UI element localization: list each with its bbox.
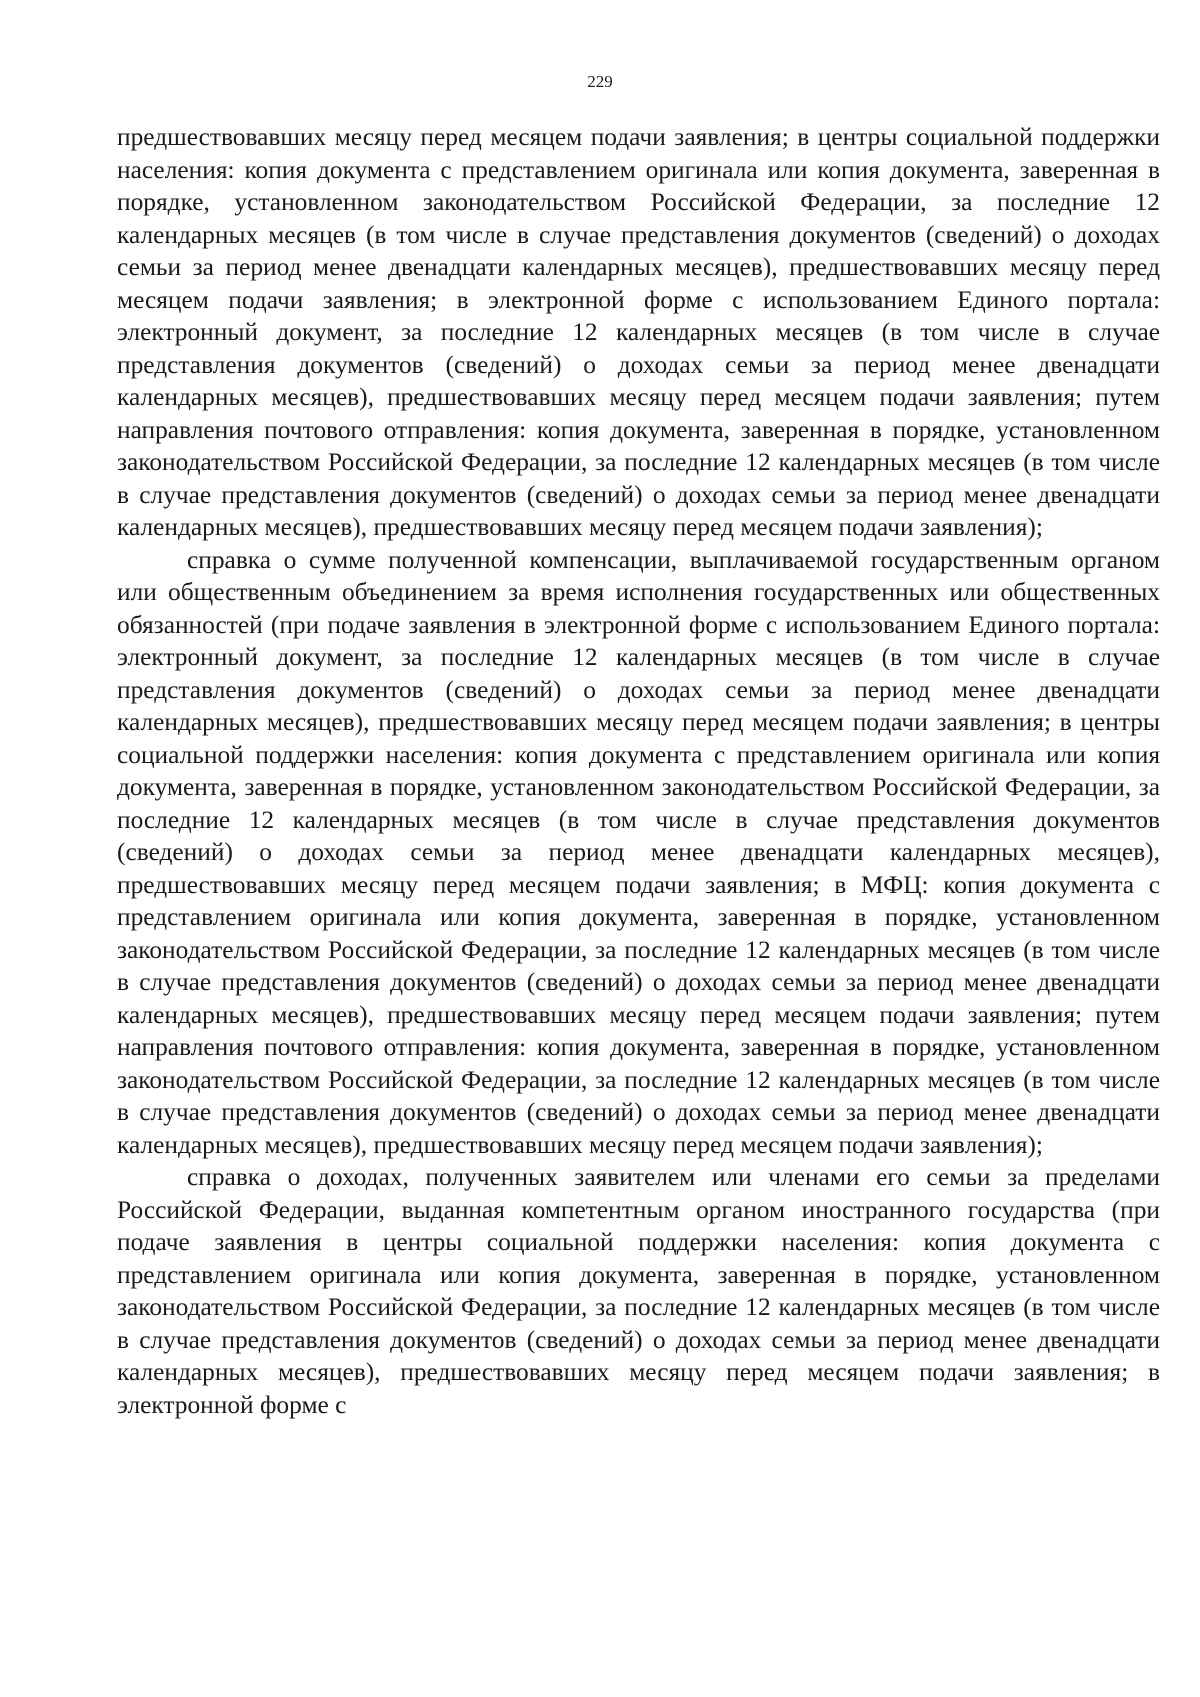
paragraph-3: справка о доходах, полученных заявителем или членами его семьи за пределами Российской Федерации, выданная компетентным органом иностранного государства (при подаче заявления в центры социальной поддержки населения: копия документа с представлением оригинала или копия документа, заверенная в порядке, установленном законодательством Российской Федерации, за последние 12 календарных месяцев (в том числе в случае представления документов (сведений) о доходах семьи за период менее двенадцати календарных месяцев), предшествовавших месяцу перед месяцем подачи заявления; в электронной форме с (117, 1163, 1160, 1419)
document-body (117, 121, 1160, 1421)
paragraph-1: предшествовавших месяцу перед месяцем подачи заявления; в центры социальной поддержки населения: копия документа с представлением оригинала или копия документа, заверенная в порядке, установленном законодательством Российской Федерации, за последние 12 календарных месяцев (в том числе в случае представления документов (сведений) о доходах семьи за период менее двенадцати календарных месяцев), предшествовавших месяцу перед месяцем подачи заявления; в электронной форме с использованием Единого портала: электронный документ, за последние 12 календарных месяцев (в том числе в случае представления документов (сведений) о доходах семьи за период менее двенадцати календарных месяцев), предшествовавших месяцу перед месяцем подачи заявления; путем направления почтового отправления: копия документа, заверенная в порядке, установленном законодательством Российской Федерации, за последние 12 календарных месяцев (в том числе в случае представления документов (сведений) о доходах семьи за период менее двенадцати календарных месяцев), предшествовавших месяцу перед месяцем подачи заявления); (117, 123, 1160, 541)
page-number: 229 (587, 72, 613, 91)
paragraph-2: справка о сумме полученной компенсации, выплачиваемой государственным органом или общественным объединением за время исполнения государственных или общественных обязанностей (при подаче заявления в электронной форме с использованием Единого портала: электронный документ, за последние 12 календарных месяцев (в том числе в случае представления документов (сведений) о доходах семьи за период менее двенадцати календарных месяцев), предшествовавших месяцу перед месяцем подачи заявления; в центры социальной поддержки населения: копия документа с представлением оригинала или копия документа, заверенная в порядке, установленном законодательством Российской Федерации, за последние 12 календарных месяцев (в том числе в случае представления документов (сведений) о доходах семьи за период менее двенадцати календарных месяцев), предшествовавших месяцу перед месяцем подачи заявления; в МФЦ: копия документа с представлением оригинала или копия документа, заверенная в порядке, установленном законодательством Российской Федерации, за последние 12 календарных месяцев (в том числе в случае представления документов (сведений) о доходах семьи за период менее двенадцати календарных месяцев), предшествовавших месяцу перед месяцем подачи заявления; путем направления почтового отправления: копия документа, заверенная в порядке, установленном законодательством Российской Федерации, за последние 12 календарных месяцев (в том числе в случае представления документов (сведений) о доходах семьи за период менее двенадцати календарных месяцев), предшествовавших месяцу перед месяцем подачи заявления); (117, 545, 1160, 1159)
